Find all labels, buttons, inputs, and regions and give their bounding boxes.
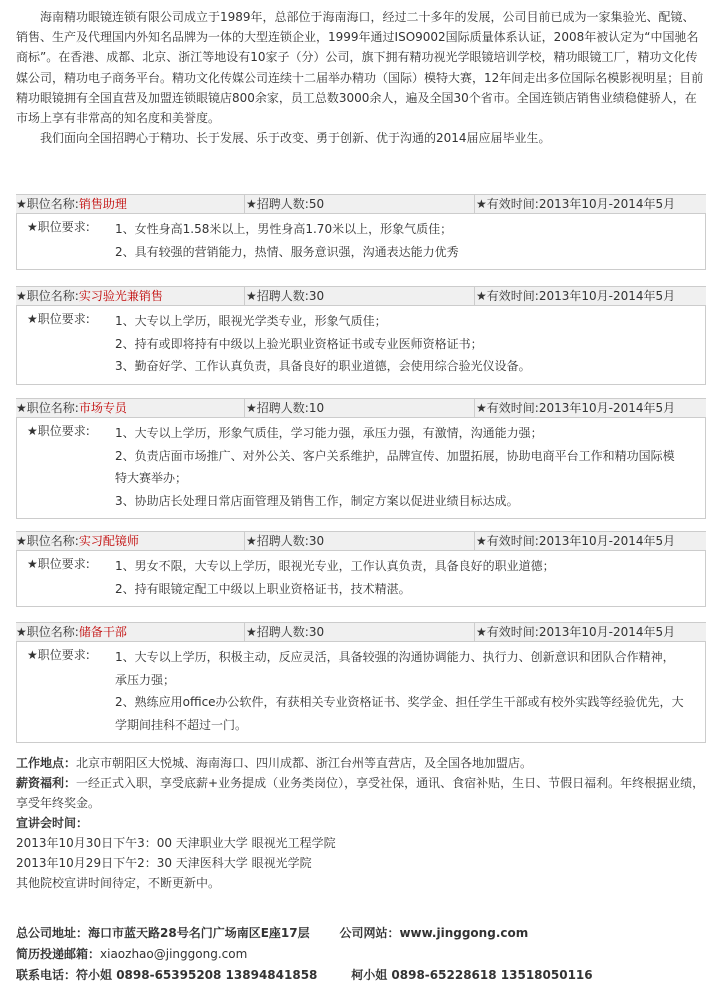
info-session-item: 2013年10月29日下午2：30 天津医科大学 眼视光学院: [16, 856, 312, 870]
job-header: ★职位名称:市场专员 ★招聘人数:10 ★有效时间:2013年10月-2014年5月: [16, 398, 706, 418]
job-valid-time: 2013年10月-2014年5月: [538, 197, 676, 211]
company-address: 总公司地址：海口市蓝天路28号名门广场南区E座17层: [16, 926, 310, 940]
job-dispensing-optician: [16, 531, 706, 607]
job-requirements: [16, 642, 706, 743]
phone-contact-1: 符小姐 0898-65395208 13894841858: [76, 968, 318, 982]
phone-label: 联系电话：: [16, 968, 77, 982]
job-valid-time: 2013年10月-2014年5月: [538, 289, 676, 303]
job-header: ★职位名称:销售助理 ★招聘人数:50 ★有效时间:2013年10月-2014年5月: [16, 194, 706, 214]
job-title: 销售助理: [78, 197, 127, 211]
contact-info: [16, 923, 716, 986]
requirement-item: 1、男女不限，大专以上学历，眼视光专业，工作认真负责，具备良好的职业道德；: [115, 559, 555, 573]
job-requirements: [16, 214, 706, 270]
salary-benefits: 薪资福利：一经正式入职，享受底薪+业务提成（业务类岗位），享受社保，通讯、食宿补贴，生日、节假日福利。年终根据业绩，享受年终奖金。: [16, 776, 705, 810]
requirement-item: 1、大专以上学历，眼视光学类专业，形象气质佳；: [115, 314, 387, 328]
job-headcount: 30: [308, 289, 325, 303]
info-session-label: 宣讲会时间：: [16, 816, 89, 830]
job-title: 储备干部: [78, 625, 127, 639]
job-details-footer: [16, 753, 706, 893]
company-website[interactable]: 公司网站：www.jinggong.com: [339, 926, 529, 940]
intro-paragraph: 海南精功眼镜连锁有限公司成立于1989年，总部位于海南海口，经过二十多年的发展，公司目前已成为一家集验光、配镜、销售、生产及代理国内外知名品牌为一体的大型连锁企业，1999年通过ISO9002国际质量体系认证，2008年被认定为“中国驰名商标”。在香港、成都、北京、浙江等地设有10家子（分）公司，旗下拥有精功视光学眼镜培训学校，精功眼镜工厂，精功文化传媒公司，精功电子商务平台。精功文化传媒公司连续十二届举办精功（国际）模特大赛，12年间走出多位国际名模影视明星；目前精功眼镜拥有全国直营及加盟连锁眼镜店800余家，员工总数3000余人，遍及全国30个省市。全国连锁店销售业绩稳健骄人，在市场上享有非常高的知名度和美誉度。: [16, 10, 704, 126]
job-title: 实习验光兼销售: [78, 289, 163, 303]
requirements-label: ★职位要求:: [27, 424, 90, 438]
job-valid-time: 2013年10月-2014年5月: [538, 625, 676, 639]
company-intro: [16, 7, 706, 148]
requirement-item: 2、持有或即将持有中级以上验光职业资格证书或专业医师资格证书；: [115, 336, 483, 351]
requirement-item: 2、具有较强的营销能力，热情、服务意识强，沟通表达能力优秀: [115, 244, 459, 259]
intro-recruit-line: 我们面向全国招聘心于精功、长于发展、乐于改变、勇于创新、优于沟通的2014届应届毕业生。: [40, 131, 551, 146]
work-location: 工作地点：北京市朝阳区大悦城、海南海口、四川成都、浙江台州等直营店，及全国各地加盟店。: [16, 756, 533, 770]
job-header: ★职位名称:实习配镜师 ★招聘人数:30 ★有效时间:2013年10月-2014年5月: [16, 531, 706, 551]
info-session-note: 其他院校宣讲时间待定，不断更新中。: [16, 876, 221, 890]
job-header: ★职位名称:实习验光兼销售 ★招聘人数:30 ★有效时间:2013年10月-2014年5月: [16, 286, 706, 306]
job-header: ★职位名称:储备干部 ★招聘人数:30 ★有效时间:2013年10月-2014年5月: [16, 622, 706, 642]
requirement-item: 1、大专以上学历，积极主动，反应灵活，具备较强的沟通协调能力、执行力、创新意识和团队合作精神，承压力强；: [115, 650, 675, 687]
job-optometry-sales: [16, 286, 706, 385]
requirement-item: 1、女性身高1.58米以上，男性身高1.70米以上，形象气质佳；: [115, 222, 453, 236]
job-requirements: [16, 418, 706, 519]
job-headcount: 10: [308, 401, 325, 415]
job-management-trainee: [16, 622, 706, 743]
job-headcount: 50: [308, 197, 325, 211]
email-label: 简历投递邮箱：: [16, 947, 101, 961]
requirement-item: 2、负责店面市场推广、对外公关、客户关系维护，品牌宣传、加盟拓展，协助电商平台工作和精功国际模特大赛举办；: [115, 448, 675, 485]
job-requirements: [16, 551, 706, 607]
job-valid-time: 2013年10月-2014年5月: [538, 534, 676, 548]
job-title: 市场专员: [78, 401, 127, 415]
requirement-item: 2、持有眼镜定配工中级以上职业资格证书，技术精湛。: [115, 581, 411, 596]
requirement-item: 3、勤奋好学、工作认真负责，具备良好的职业道德，会使用综合验光仪设备。: [115, 359, 531, 373]
job-title: 实习配镜师: [78, 534, 139, 548]
job-marketing-specialist: [16, 398, 706, 519]
resume-email[interactable]: xiaozhao@jinggong.com: [100, 947, 248, 961]
requirements-label: ★职位要求:: [27, 648, 90, 662]
requirement-item: 2、熟练应用office办公软件，有获相关专业资格证书、奖学金、担任学生干部或有校外实践等经验优先，大学期间挂科不超过一门。: [115, 695, 684, 732]
requirements-label: ★职位要求:: [27, 312, 90, 326]
requirement-item: 3、协助店长处理日常店面管理及销售工作，制定方案以促进业绩目标达成。: [115, 493, 519, 508]
job-requirements: [16, 306, 706, 385]
requirements-label: ★职位要求:: [27, 557, 90, 571]
job-sales-assistant: [16, 194, 706, 270]
job-headcount: 30: [308, 625, 325, 639]
phone-contact-2: 柯小姐 0898-65228618 13518050116: [351, 968, 593, 982]
requirements-label: ★职位要求:: [27, 220, 90, 234]
info-session-item: 2013年10月30日下午3：00 天津职业大学 眼视光工程学院: [16, 836, 336, 850]
requirement-item: 1、大专以上学历，形象气质佳，学习能力强，承压力强，有激情，沟通能力强；: [115, 426, 543, 440]
job-valid-time: 2013年10月-2014年5月: [538, 401, 676, 415]
job-headcount: 30: [308, 534, 325, 548]
